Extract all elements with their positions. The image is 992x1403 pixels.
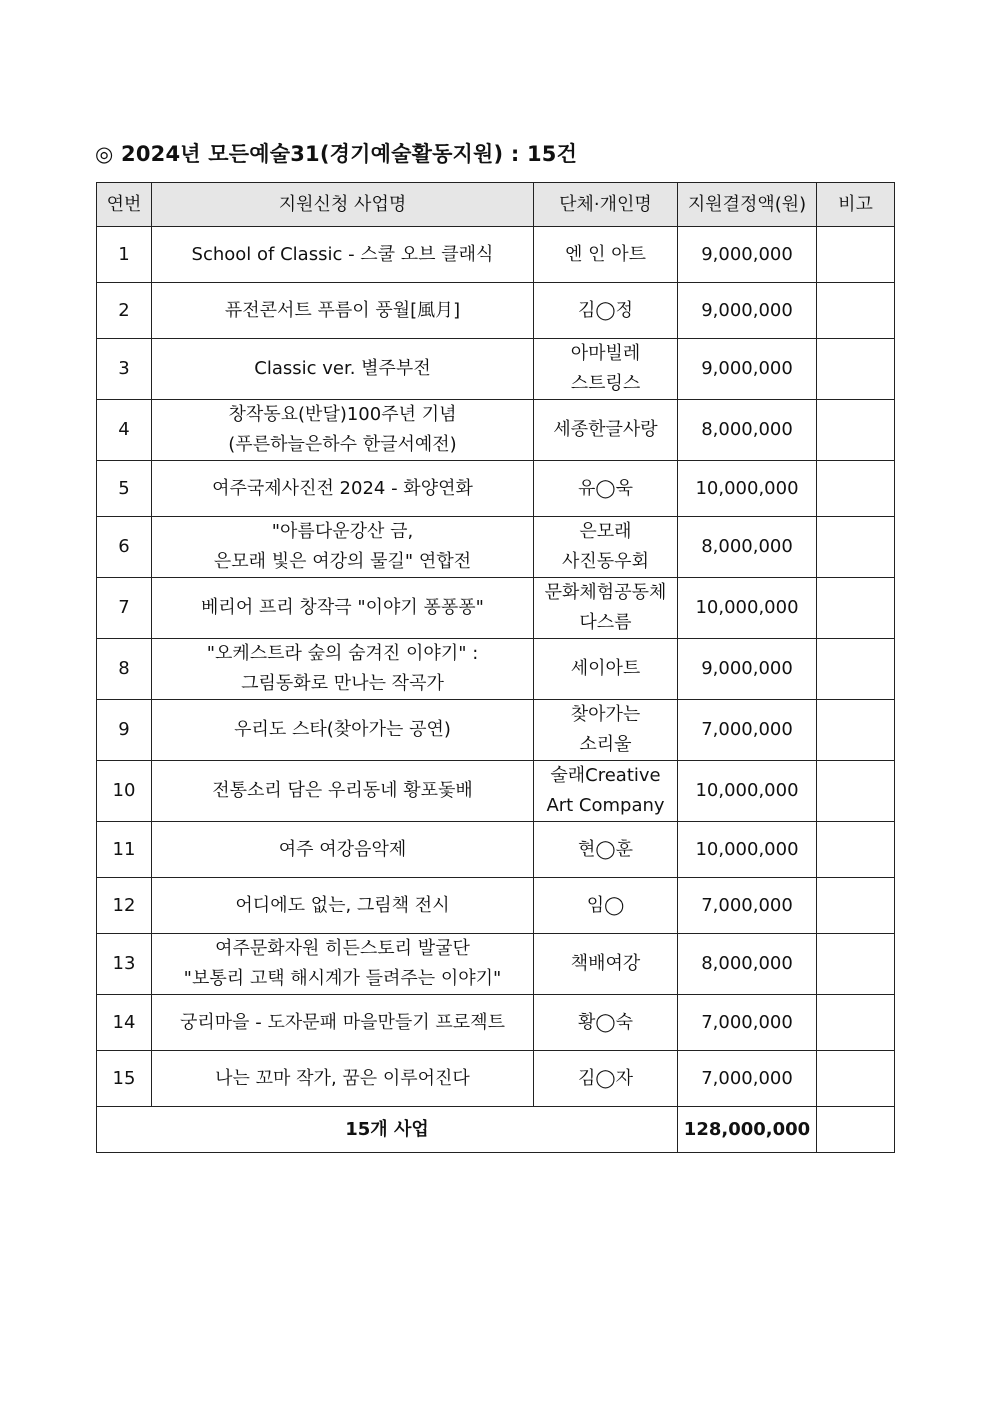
applicant-name-line: 현◯훈 xyxy=(578,838,633,860)
applicant-name-line: 은모래 xyxy=(579,521,632,542)
table-row xyxy=(97,1051,895,1107)
support-amount: 10,000,000 xyxy=(678,578,817,639)
applicant-name xyxy=(534,995,678,1051)
project-name xyxy=(152,700,534,761)
row-number: 12 xyxy=(97,878,152,934)
project-name xyxy=(152,339,534,400)
applicant-name-line: 세종한글사랑 xyxy=(553,419,658,440)
project-name-line: 우리도 스타(찾아가는 공연) xyxy=(234,719,451,740)
applicant-name xyxy=(534,934,678,995)
row-number: 2 xyxy=(97,283,152,339)
support-amount: 9,000,000 xyxy=(678,227,817,283)
applicant-name xyxy=(534,227,678,283)
header-project: 지원신청 사업명 xyxy=(152,183,534,227)
row-number: 13 xyxy=(97,934,152,995)
row-number: 10 xyxy=(97,761,152,822)
applicant-name xyxy=(534,517,678,578)
support-amount: 7,000,000 xyxy=(678,878,817,934)
applicant-name-line: 세이아트 xyxy=(570,658,641,679)
applicant-name xyxy=(534,1051,678,1107)
table-row xyxy=(97,761,895,822)
total-row xyxy=(97,1107,895,1153)
table-row xyxy=(97,461,895,517)
header-row xyxy=(97,183,895,227)
project-name-line: 여주문화자원 히든스토리 발굴단 xyxy=(215,938,470,959)
row-number: 5 xyxy=(97,461,152,517)
project-name-line: 베리어 프리 창작극 "이야기 퐁퐁퐁" xyxy=(201,597,484,618)
note-cell xyxy=(817,283,895,339)
table-row xyxy=(97,700,895,761)
header-no: 연번 xyxy=(97,183,152,227)
note-cell xyxy=(817,761,895,822)
project-name xyxy=(152,461,534,517)
project-name-line: "보통리 고택 해시계가 들려주는 이야기" xyxy=(183,968,502,989)
project-name xyxy=(152,995,534,1051)
note-cell xyxy=(817,227,895,283)
project-name xyxy=(152,227,534,283)
table-row xyxy=(97,822,895,878)
applicant-name xyxy=(534,761,678,822)
project-name xyxy=(152,1051,534,1107)
applicant-name-line: 김◯자 xyxy=(578,1067,633,1089)
project-name-line: Classic ver. 별주부전 xyxy=(254,358,431,379)
table-row xyxy=(97,878,895,934)
support-amount: 9,000,000 xyxy=(678,339,817,400)
project-name-line: 궁리마을 - 도자문패 마을만들기 프로젝트 xyxy=(180,1011,505,1033)
note-cell xyxy=(817,934,895,995)
applicant-name-line: 황◯숙 xyxy=(578,1011,633,1033)
note-cell xyxy=(817,822,895,878)
note-cell xyxy=(817,639,895,700)
project-name-line: 어디에도 없는, 그림책 전시 xyxy=(235,894,450,916)
note-cell xyxy=(817,878,895,934)
project-name xyxy=(152,400,534,461)
project-name xyxy=(152,283,534,339)
note-cell xyxy=(817,1051,895,1107)
support-amount: 10,000,000 xyxy=(678,461,817,517)
project-name-line: 창작동요(반달)100주년 기념 xyxy=(228,404,457,425)
project-name-line: (푸른하늘은하수 한글서예전) xyxy=(228,434,457,455)
applicant-name-line: 유◯욱 xyxy=(578,477,633,499)
applicant-name xyxy=(534,578,678,639)
row-number: 9 xyxy=(97,700,152,761)
table-row xyxy=(97,400,895,461)
table-row xyxy=(97,339,895,400)
note-cell xyxy=(817,400,895,461)
page-title: ◎ 2024년 모든예술31(경기예술활동지원) : 15건 xyxy=(95,142,578,166)
applicant-name-line: 술래Creative xyxy=(550,765,661,786)
table-row xyxy=(97,934,895,995)
support-amount: 8,000,000 xyxy=(678,400,817,461)
applicant-name-line: 아마빌레 xyxy=(570,343,641,364)
applicant-name-line: 엔 인 아트 xyxy=(565,243,646,265)
project-name xyxy=(152,578,534,639)
project-name xyxy=(152,878,534,934)
applicant-name-line: 임◯ xyxy=(586,894,625,916)
project-name xyxy=(152,934,534,995)
applicant-name-line: 찾아가는 xyxy=(570,704,641,725)
row-number: 15 xyxy=(97,1051,152,1107)
header-note: 비고 xyxy=(817,183,895,227)
applicant-name xyxy=(534,339,678,400)
project-name-line: 여주국제사진전 2024 - 화양연화 xyxy=(212,477,473,499)
note-cell xyxy=(817,700,895,761)
total-label: 15개 사업 xyxy=(97,1107,678,1153)
project-name-line: "아름다운강산 금, xyxy=(271,521,414,542)
applicant-name-line: 사진동우회 xyxy=(562,551,649,572)
applicant-name-line: 다스름 xyxy=(579,612,632,633)
applicant-name xyxy=(534,878,678,934)
project-name-line: School of Classic - 스쿨 오브 클래식 xyxy=(191,243,494,265)
total-note xyxy=(817,1107,895,1153)
note-cell xyxy=(817,461,895,517)
support-amount: 10,000,000 xyxy=(678,822,817,878)
row-number: 7 xyxy=(97,578,152,639)
applicant-name-line: 책배여강 xyxy=(570,953,641,974)
table-row xyxy=(97,227,895,283)
row-number: 6 xyxy=(97,517,152,578)
support-amount: 8,000,000 xyxy=(678,934,817,995)
row-number: 8 xyxy=(97,639,152,700)
project-name-line: "오케스트라 숲의 숨겨진 이야기" : xyxy=(206,643,479,664)
project-name-line: 은모래 빛은 여강의 물길" 연합전 xyxy=(213,551,472,572)
row-number: 14 xyxy=(97,995,152,1051)
note-cell xyxy=(817,339,895,400)
row-number: 1 xyxy=(97,227,152,283)
applicant-name xyxy=(534,639,678,700)
support-amount: 7,000,000 xyxy=(678,995,817,1051)
project-name-line: 전통소리 담은 우리동네 황포돛배 xyxy=(212,780,473,801)
applicant-name xyxy=(534,822,678,878)
support-amount: 8,000,000 xyxy=(678,517,817,578)
project-name xyxy=(152,639,534,700)
applicant-name xyxy=(534,400,678,461)
note-cell xyxy=(817,995,895,1051)
support-table xyxy=(96,182,895,1153)
support-amount: 7,000,000 xyxy=(678,700,817,761)
support-amount: 9,000,000 xyxy=(678,639,817,700)
table-row xyxy=(97,995,895,1051)
project-name xyxy=(152,822,534,878)
applicant-name-line: 스트링스 xyxy=(570,373,641,394)
header-amount: 지원결정액(원) xyxy=(678,183,817,227)
applicant-name-line: 문화체험공동체 xyxy=(544,582,667,603)
applicant-name-line: 소리울 xyxy=(579,734,632,755)
applicant-name xyxy=(534,283,678,339)
applicant-name xyxy=(534,461,678,517)
applicant-name-line: Art Company xyxy=(546,795,665,816)
project-name-line: 나는 꼬마 작가, 꿈은 이루어진다 xyxy=(215,1067,470,1089)
table-row xyxy=(97,517,895,578)
note-cell xyxy=(817,517,895,578)
note-cell xyxy=(817,578,895,639)
row-number: 4 xyxy=(97,400,152,461)
table-row xyxy=(97,639,895,700)
project-name xyxy=(152,761,534,822)
support-amount: 9,000,000 xyxy=(678,283,817,339)
project-name-line: 그림동화로 만나는 작곡가 xyxy=(241,673,444,694)
project-name-line: 여주 여강음악제 xyxy=(278,838,407,860)
support-amount: 10,000,000 xyxy=(678,761,817,822)
project-name-line: 퓨전콘서트 푸름이 풍월[風月] xyxy=(224,299,461,321)
project-name xyxy=(152,517,534,578)
support-amount: 7,000,000 xyxy=(678,1051,817,1107)
table-row xyxy=(97,283,895,339)
row-number: 11 xyxy=(97,822,152,878)
applicant-name-line: 김◯정 xyxy=(578,299,633,321)
header-applicant: 단체·개인명 xyxy=(534,183,678,227)
row-number: 3 xyxy=(97,339,152,400)
table-row xyxy=(97,578,895,639)
total-amount: 128,000,000 xyxy=(678,1107,817,1153)
applicant-name xyxy=(534,700,678,761)
